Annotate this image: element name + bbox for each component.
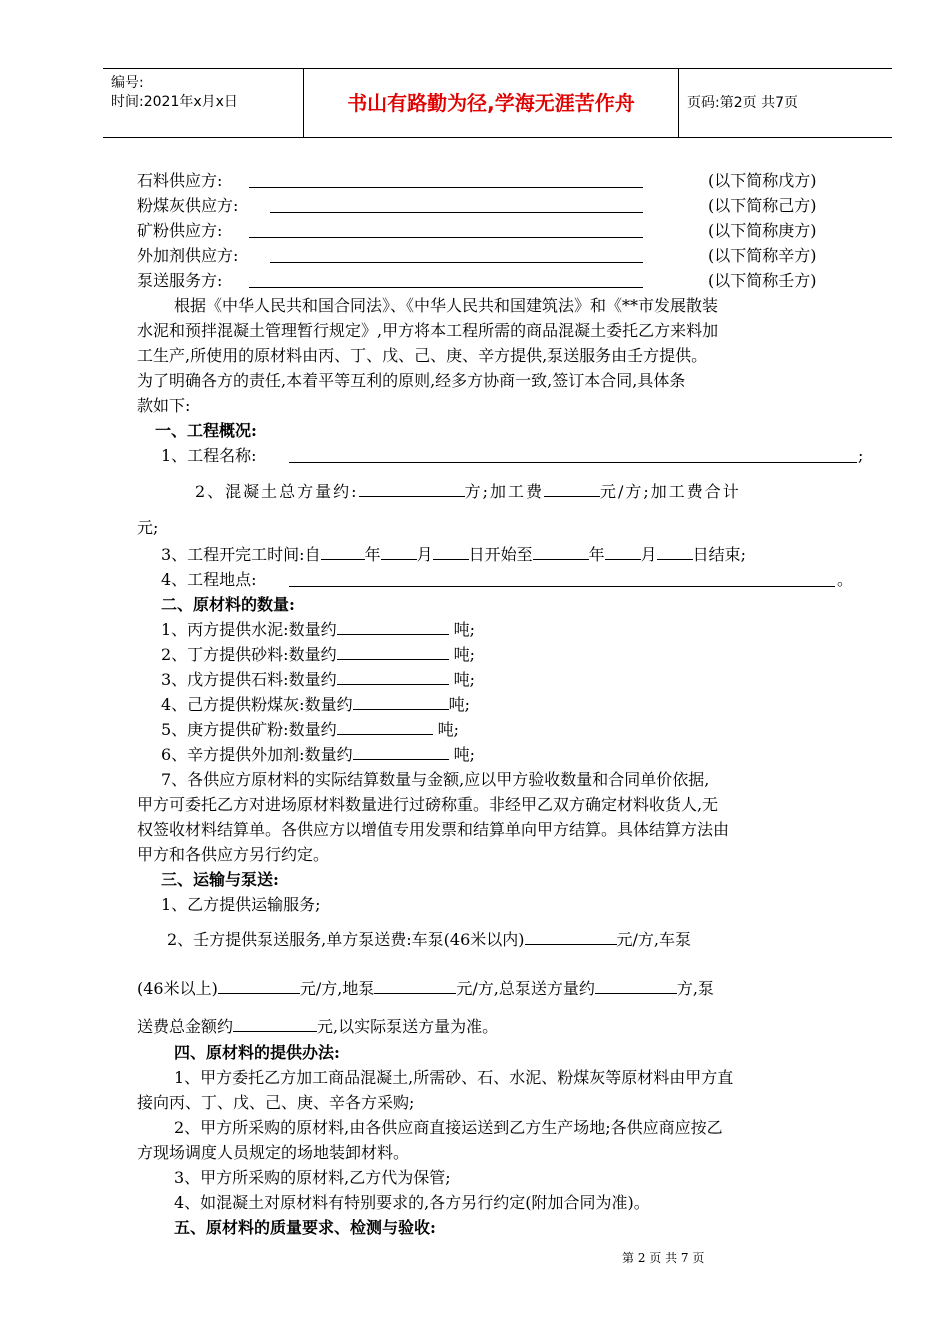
- para-line: 甲方和各供应方另行约定。: [137, 845, 330, 864]
- supplier-suffix: (以下简称辛方): [708, 246, 817, 265]
- blank: [218, 979, 300, 994]
- supplier-line: 泵送服务方:: [137, 271, 222, 291]
- section-title: 五、原材料的质量要求、检测与验收:: [174, 1218, 436, 1237]
- quantity-item: 4、己方提供粉煤灰:数量约 吨;: [161, 695, 470, 714]
- intro-line: 水泥和预拌混凝土管理暂行规定》,甲方将本工程所需的商品混凝土委托乙方来料加: [137, 321, 719, 340]
- quantity-item: 3、戊方提供石料:数量约 吨;: [161, 670, 476, 689]
- section-title: 一、工程概况:: [155, 421, 257, 440]
- blank: [544, 482, 600, 497]
- para-line: 甲方可委托乙方对进场原材料数量进行过磅称重。非经甲乙双方确定材料收货人,无: [137, 795, 719, 814]
- blank: [433, 545, 469, 560]
- blank: [359, 482, 465, 497]
- blank: [595, 979, 677, 994]
- para-line: 4、如混凝土对原材料有特别要求的,各方另行约定(附加合同为准)。: [174, 1193, 650, 1212]
- section-title: 二、原材料的数量:: [161, 595, 295, 614]
- para-line: 方现场调度人员规定的场地装卸材料。: [137, 1143, 410, 1162]
- pump-line: 2、壬方提供泵送服务,单方泵送费:车泵(46米以内) 元/方,车泵: [167, 930, 691, 949]
- supplier-line: 外加剂供应方:: [137, 246, 238, 266]
- blank: [533, 545, 589, 560]
- blank: [337, 720, 433, 735]
- transport-item: 1、乙方提供运输服务;: [161, 895, 321, 914]
- supplier-suffix: (以下简称壬方): [708, 271, 817, 290]
- intro-line: 款如下:: [137, 396, 191, 415]
- project-name-line: 1、工程名称:: [161, 446, 257, 466]
- header-left: [103, 69, 303, 137]
- quantity-item: 1、丙方提供水泥:数量约 吨;: [161, 620, 476, 639]
- blank: [374, 979, 456, 994]
- blank: [337, 670, 449, 685]
- page-header: [103, 68, 892, 138]
- supplier-suffix: (以下简称戊方): [708, 171, 817, 190]
- blank: [657, 545, 693, 560]
- time-label: 时间:2021年x月x日: [111, 94, 238, 110]
- para-line: 7、各供应方原材料的实际结算数量与金额,应以甲方验收数量和合同单价依据,: [161, 770, 710, 789]
- pump-line: (46米以上) 元/方,地泵 元/方,总泵送方量约 方,泵: [137, 979, 714, 998]
- blank: [233, 1017, 317, 1032]
- blank: [337, 620, 449, 635]
- para-line: 1、甲方委托乙方加工商品混凝土,所需砂、石、水泥、粉煤灰等原材料由甲方直: [174, 1068, 734, 1087]
- blank: [289, 448, 857, 463]
- blank: [249, 273, 643, 288]
- blank: [353, 745, 449, 760]
- intro-line: 工生产,所使用的原材料由丙、丁、戊、己、庚、辛方提供,泵送服务由壬方提供。: [137, 346, 708, 365]
- para-line: 权签收材料结算单。各供应方以增值专用发票和结算单向甲方结算。具体结算方法由: [137, 820, 730, 839]
- para-line: 2、甲方所采购的原材料,由各供应商直接运送到乙方生产场地;各供应商应按乙: [174, 1118, 723, 1137]
- blank: [337, 645, 449, 660]
- supplier-line: 粉煤灰供应方:: [137, 196, 238, 216]
- quantity-item: 5、庚方提供矿粉:数量约 吨;: [161, 720, 460, 739]
- section-title: 三、运输与泵送:: [161, 870, 279, 889]
- section-title: 四、原材料的提供办法:: [174, 1043, 340, 1062]
- supplier-line: 矿粉供应方:: [137, 221, 222, 241]
- pump-line: 送费总金额约 元,以实际泵送方量为准。: [137, 1017, 499, 1036]
- blank: [605, 545, 641, 560]
- intro-line: 根据《中华人民共和国合同法》、《中华人民共和国建筑法》和《**市发展散装: [174, 296, 719, 315]
- blank: [270, 198, 643, 213]
- volume-line-end: 元;: [137, 518, 159, 537]
- blank: [249, 173, 643, 188]
- intro-line: 为了明确各方的责任,本着平等互利的原则,经多方协商一致,签订本合同,具体条: [137, 371, 686, 390]
- volume-line: 2、混凝土总方量约: 方;加工费 元/方;加工费合计: [195, 482, 741, 501]
- blank: [249, 223, 643, 238]
- quantity-item: 2、丁方提供砂料:数量约 吨;: [161, 645, 476, 664]
- supplier-suffix: (以下简称庚方): [708, 221, 817, 240]
- punct: 。: [837, 570, 854, 589]
- para-line: 接向丙、丁、戊、己、庚、辛各方采购;: [137, 1093, 415, 1112]
- blank: [289, 572, 835, 587]
- site-line: 4、工程地点:: [161, 570, 257, 590]
- blank: [525, 930, 617, 945]
- number-label: 编号:: [111, 75, 144, 91]
- supplier-line: 石料供应方:: [137, 171, 222, 191]
- para-line: 3、甲方所采购的原材料,乙方代为保管;: [174, 1168, 451, 1187]
- punct: ;: [858, 446, 864, 465]
- blank: [353, 695, 449, 710]
- quantity-item: 6、辛方提供外加剂:数量约 吨;: [161, 745, 476, 764]
- page-label: 页码:第2页 共7页: [687, 95, 798, 111]
- motto: 书山有路勤为径,学海无涯苦作舟: [303, 69, 679, 137]
- blank: [321, 545, 365, 560]
- blank: [270, 248, 643, 263]
- blank: [381, 545, 417, 560]
- page-footer: 第 2 页 共 7 页: [622, 1251, 705, 1265]
- supplier-suffix: (以下简称己方): [708, 196, 817, 215]
- schedule-line: 3、工程开完工时间:自 年 月 日开始至 年 月 日结束;: [161, 545, 747, 564]
